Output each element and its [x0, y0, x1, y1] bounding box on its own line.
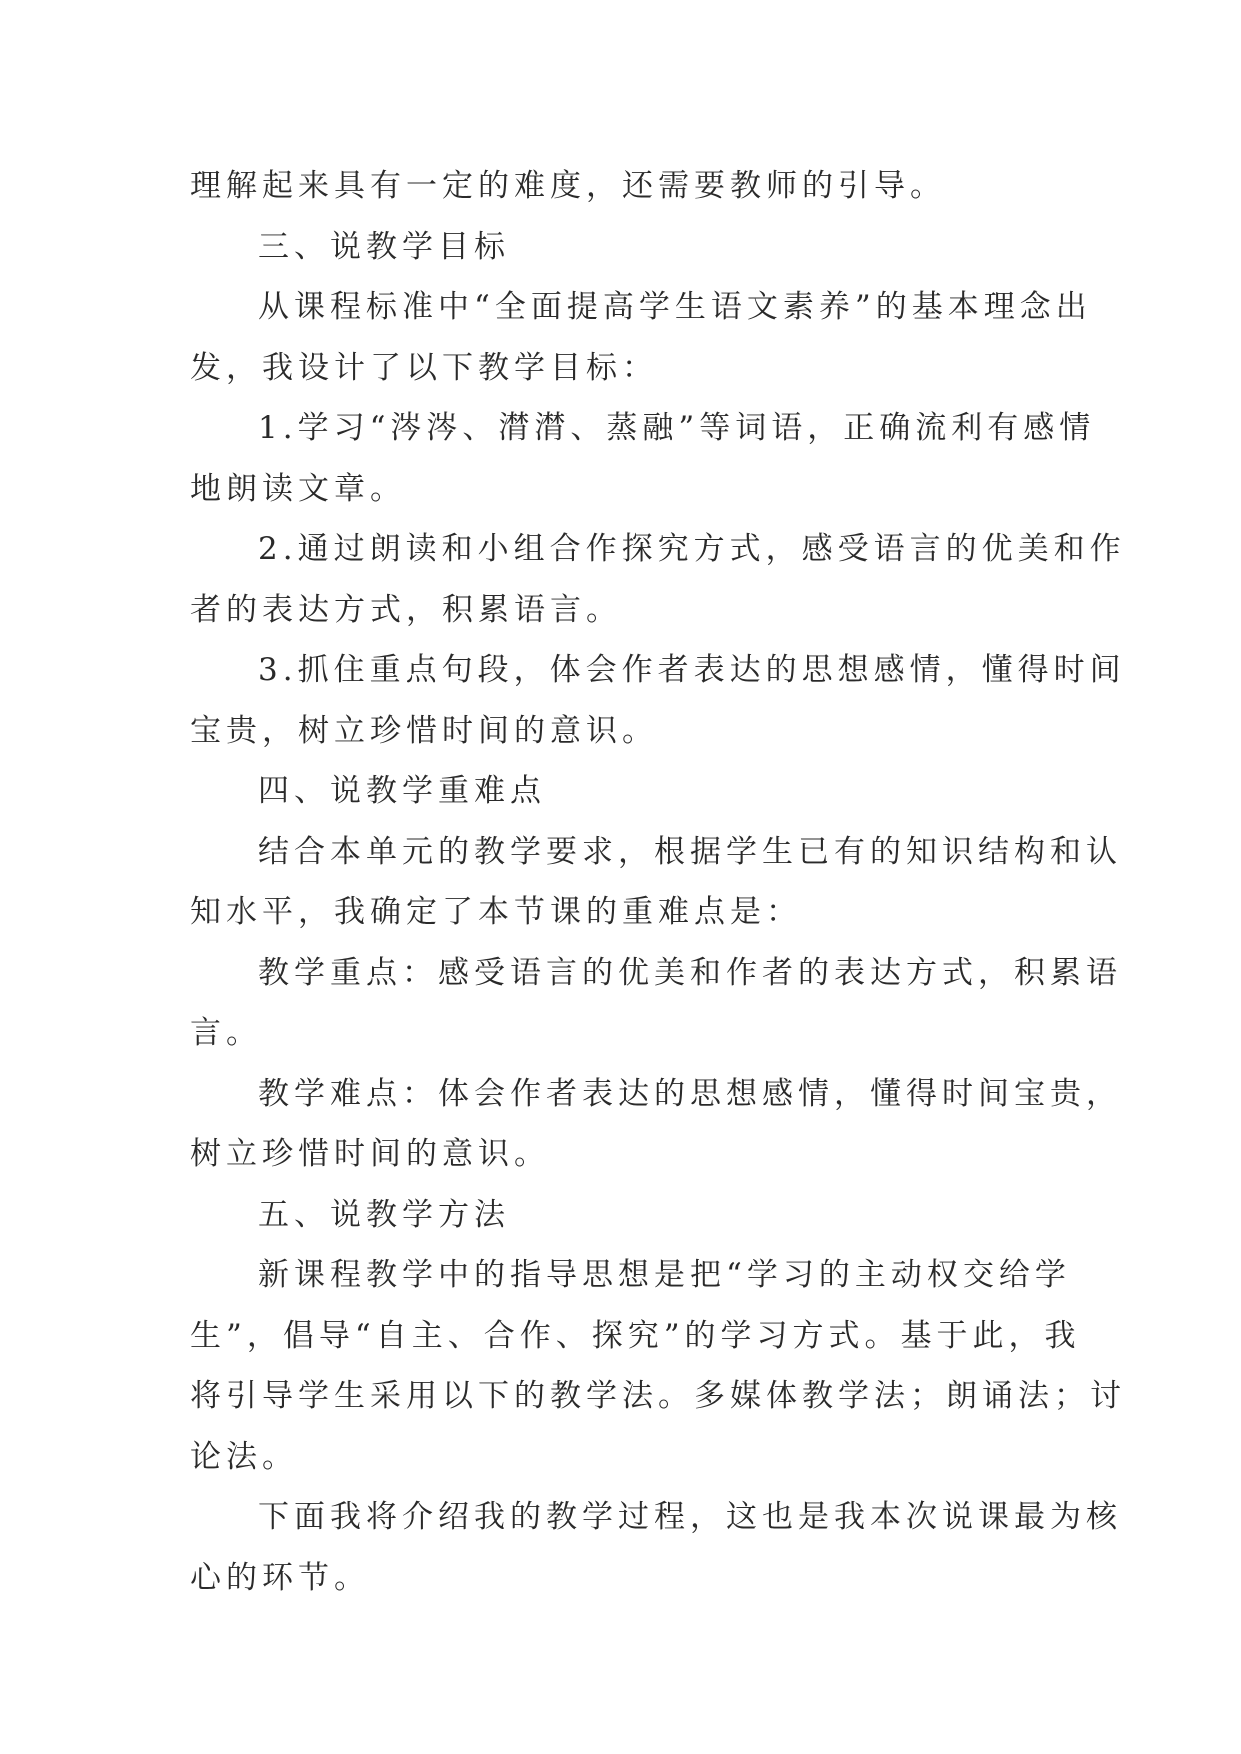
text-line: 将引导学生采用以下的教学法。多媒体教学法；朗诵法；讨 [190, 1378, 1126, 1414]
text-line: 从课程标准中“全面提高学生语文素养”的基本理念出 [258, 289, 1092, 325]
text-line: 新课程教学中的指导思想是把“学习的主动权交给学 [258, 1257, 1071, 1293]
key-point-difficulty: 教学难点：体会作者表达的思想感情，懂得时间宝贵， [258, 1075, 1122, 1112]
text-line: 树立珍惜时间的意识。 [190, 1136, 550, 1172]
text-line: 下面我将介绍我的教学过程，这也是我本次说课最为核 [258, 1499, 1122, 1535]
text-line: 结合本单元的教学要求，根据学生已有的知识结构和认 [258, 833, 1122, 870]
section-heading-key-points: 四、说教学重难点 [258, 773, 546, 809]
text-line: 地朗读文章。 [190, 470, 406, 507]
text-line: 论法。 [190, 1438, 298, 1475]
text-line: 理解起来具有一定的难度，还需要教师的引导。 [190, 168, 946, 204]
goal-item-1: 1.学习“涔涔、潸潸、蒸融”等词语，正确流利有感情 [258, 410, 1096, 446]
text-line: 知水平，我确定了本节课的重难点是： [190, 894, 802, 930]
document-body [190, 156, 1126, 1608]
text-line: 心的环节。 [190, 1559, 370, 1596]
text-line: 言。 [190, 1015, 262, 1051]
section-heading-teaching-methods: 五、说教学方法 [258, 1196, 510, 1233]
goal-item-2: 2.通过朗读和小组合作探究方式，感受语言的优美和作 [258, 531, 1126, 567]
text-line: 宝贵，树立珍惜时间的意识。 [190, 712, 658, 749]
key-point-focus: 教学重点：感受语言的优美和作者的表达方式，积累语 [258, 954, 1122, 991]
goal-item-3: 3.抓住重点句段，体会作者表达的思想感情，懂得时间 [258, 652, 1126, 688]
text-line: 生”，倡导“自主、合作、探究”的学习方式。基于此，我 [190, 1317, 1081, 1354]
text-line: 者的表达方式，积累语言。 [190, 591, 622, 628]
section-heading-teaching-goals: 三、说教学目标 [258, 228, 510, 265]
text-line: 发，我设计了以下教学目标： [190, 349, 658, 386]
